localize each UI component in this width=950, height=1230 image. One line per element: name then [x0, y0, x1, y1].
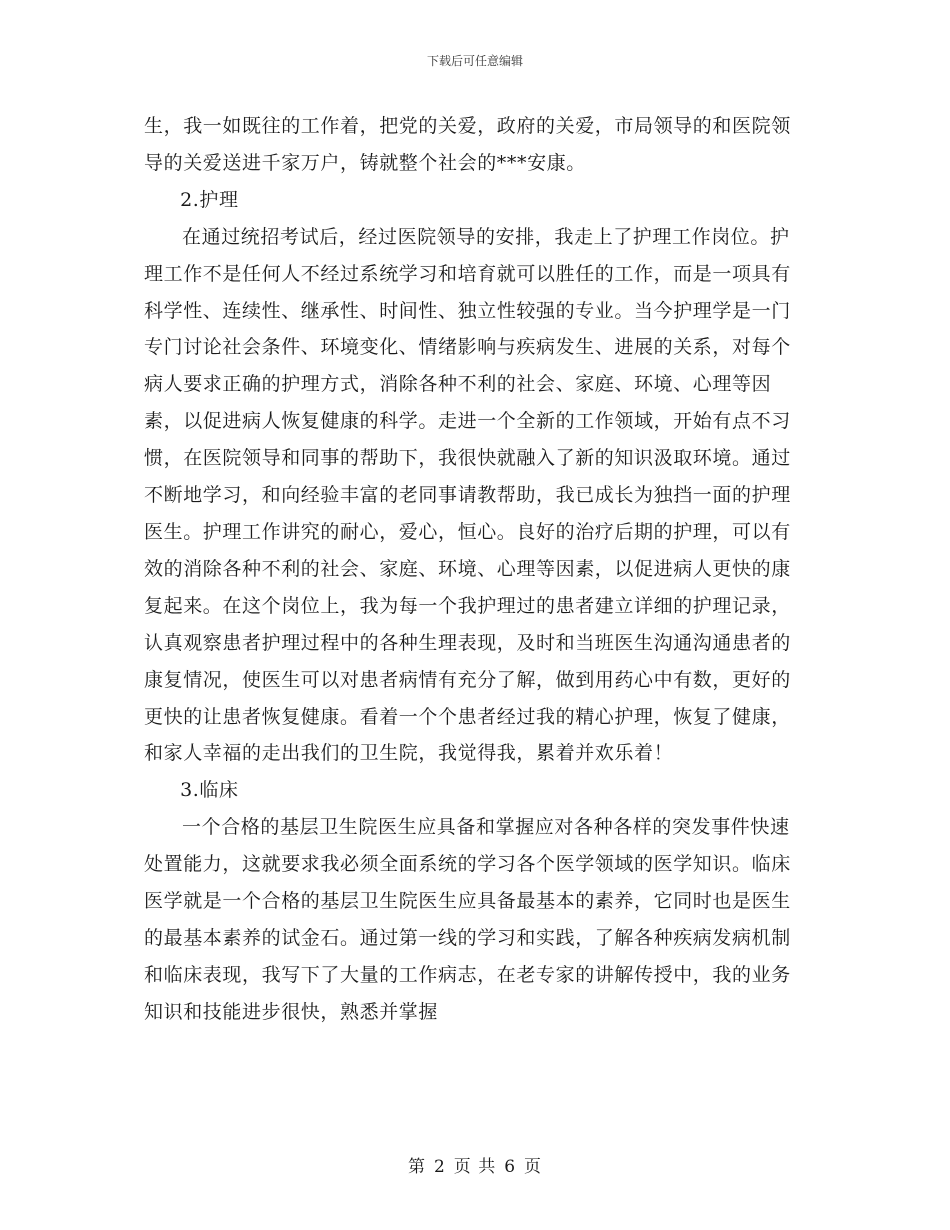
page-footer [0, 1152, 950, 1177]
section-heading-nursing: 2.护理 [180, 188, 239, 211]
footer-total-pages: 6 [504, 1157, 517, 1177]
paragraph-nursing: 在通过统招考试后，经过医院领导的安排，我走上了护理工作岗位。护理工作不是任何人不经过系统学习和培育就可以胜任的工作，而是一项具有科学性、连续性、继承性、时间性、独立性较强的专业。当今护理学是一门专门讨论社会条件、环境变化、情绪影响与疾病发生、进展的关系，对每个病人要求正确的护理方式，消除各种不利的社会、家庭、环境、心理等因素，以促进病人恢复健康的科学。走进一个全新的工作领域，开始有点不习惯，在医院领导和同事的帮助下，我很快就融入了新的知识汲取环境。通过不断地学习，和向经验丰富的老同事请教帮助，我已成长为独挡一面的护理医生。护理工作讲究的耐心，爱心，恒心。良好的治疗后期的护理，可以有效的消除各种不利的社会、家庭、环境、心理等因素，以促进病人更快的康复起来。在这个岗位上，我为每一个我护理过的患者建立详细的护理记录，认真观察患者护理过程中的各种生理表现，及时和当班医生沟通沟通患者的康复情况，使医生可以对患者病情有充分了解，做到用药心中有数，更好的更快的让患者恢复健康。看着一个个患者经过我的精心护理，恢复了健康，和家人幸福的走出我们的卫生院，我觉得我，累着并欢乐着！ [144, 225, 791, 765]
footer-label-of: 页 共 [453, 1157, 497, 1177]
paragraph-clinical: 一个合格的基层卫生院医生应具备和掌握应对各种各样的突发事件快速处置能力，这就要求我必须全面系统的学习各个医学领域的医学知识。临床医学就是一个合格的基层卫生院医生应具备最基本的素养，它同时也是医生的最基本素养的试金石。通过第一线的学习和实践，了解各种疾病发病机制和临床表现，我写下了大量的工作病志，在老专家的讲解传授中，我的业务知识和技能进步很快，熟悉并掌握 [144, 816, 791, 1023]
section-heading-clinical: 3.临床 [180, 779, 239, 802]
footer-label-pages: 页 [524, 1157, 543, 1177]
page-header-note: 下载后可任意编辑 [426, 54, 523, 68]
document-body [144, 108, 806, 1031]
paragraph-continuation: 生，我一如既往的工作着，把党的关爱，政府的关爱，市局领导的和医院领导的关爱送进千家万户，铸就整个社会的***安康。 [144, 115, 791, 174]
footer-label-page: 第 [407, 1157, 426, 1177]
footer-current-page: 2 [433, 1157, 446, 1177]
